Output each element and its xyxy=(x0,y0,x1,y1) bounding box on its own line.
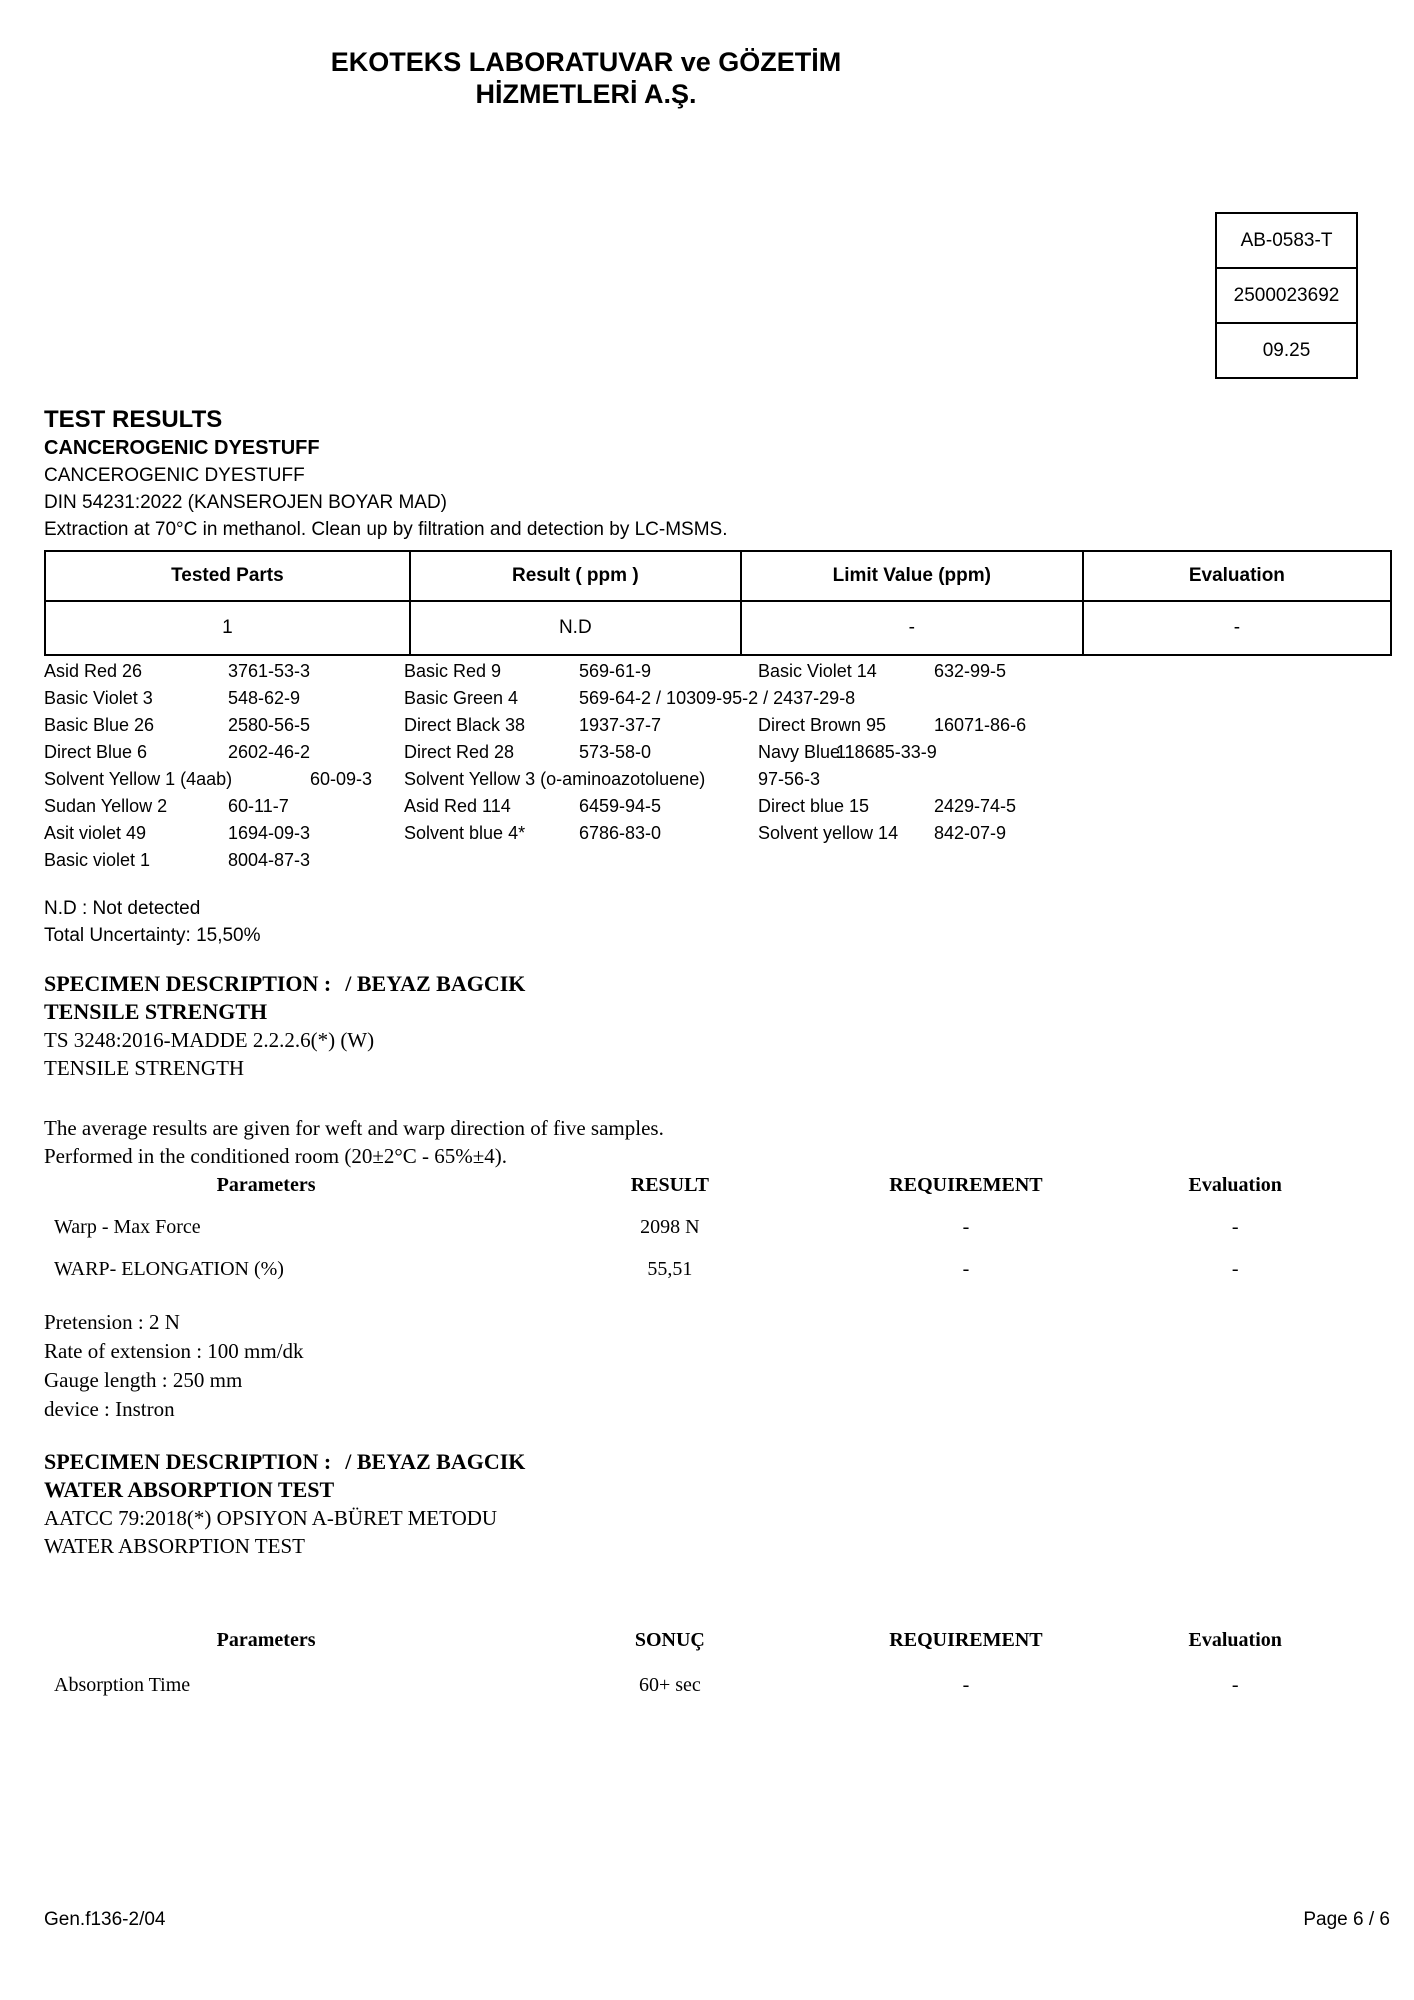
test-name-bold: WATER ABSORPTION TEST xyxy=(44,1477,335,1502)
col-header-parameters: Parameters xyxy=(216,1173,316,1196)
test-name-bold: CANCEROGENIC DYESTUFF xyxy=(44,437,320,459)
test-name: TENSILE STRENGTH xyxy=(44,1056,245,1080)
dye-cas: 2580-56-5 xyxy=(228,715,311,735)
table-header-row xyxy=(44,1618,1390,1662)
dye-cas: 60-11-7 xyxy=(228,796,289,816)
note-uncertainty: Total Uncertainty: 15,50% xyxy=(44,925,261,946)
section-title: TEST RESULTS xyxy=(44,406,223,433)
table-header-row xyxy=(45,551,1391,601)
specimen-label: SPECIMEN DESCRIPTION : xyxy=(44,971,332,996)
dye-cas: 118685-33-9 xyxy=(836,742,937,762)
dye-name: Solvent blue 4* xyxy=(404,823,526,843)
note-nd: N.D : Not detected xyxy=(44,898,201,919)
specimen-value: / BEYAZ BAGCIK xyxy=(345,971,526,996)
specimen-heading xyxy=(44,1448,1144,1476)
cell-requirement: - xyxy=(962,1215,970,1238)
dye-cas: 3761-53-3 xyxy=(228,661,311,681)
dye-cas: 6786-83-0 xyxy=(579,823,662,843)
dye-cas: 1694-09-3 xyxy=(228,823,311,843)
org-header xyxy=(0,46,1172,110)
condition-rate: Rate of extension : 100 mm/dk xyxy=(44,1339,304,1363)
dye-name: Basic violet 1 xyxy=(44,850,151,870)
dye-name: Basic Violet 14 xyxy=(758,661,877,681)
dye-cas: 97-56-3 xyxy=(758,769,821,789)
dye-name: Basic Red 9 xyxy=(404,661,502,681)
reference-box xyxy=(1215,212,1358,379)
dye-name: Direct Black 38 xyxy=(404,715,526,735)
condition-pretension: Pretension : 2 N xyxy=(44,1310,180,1334)
dye-name: Asid Red 26 xyxy=(44,661,143,681)
cell-parameter: Warp - Max Force xyxy=(54,1215,201,1238)
dye-cas: 2602-46-2 xyxy=(228,742,311,762)
specimen-heading xyxy=(44,970,1144,998)
description-line2: Performed in the conditioned room (20±2°C - 65%±4). xyxy=(44,1144,508,1168)
cell-parameter: WARP- ELONGATION (%) xyxy=(54,1257,284,1280)
tensile-results-table xyxy=(44,1164,1390,1290)
test-results-heading xyxy=(44,404,1144,543)
dye-cas: 569-64-2 / 10309-95-2 / 2437-29-8 xyxy=(579,688,856,708)
dye-cas: 8004-87-3 xyxy=(228,850,311,870)
dye-name: Direct Red 28 xyxy=(404,742,515,762)
dye-cas: 632-99-5 xyxy=(934,661,1007,681)
report-number: 2500023692 xyxy=(1216,268,1357,323)
dye-cas: 1937-37-7 xyxy=(579,715,662,735)
table-header-row xyxy=(44,1164,1390,1206)
org-name-line2: HİZMETLERİ A.Ş. xyxy=(475,79,697,109)
dyestuff-line xyxy=(44,658,1392,685)
dyestuff-line xyxy=(44,793,1392,820)
dyestuff-line xyxy=(44,847,1392,874)
cell-result: N.D xyxy=(410,601,741,655)
dye-cas: 6459-94-5 xyxy=(579,796,662,816)
dye-name: Asit violet 49 xyxy=(44,823,147,843)
condition-device: device : Instron xyxy=(44,1397,175,1421)
cell-evaluation: - xyxy=(1231,1215,1239,1238)
test-conditions xyxy=(44,1308,304,1424)
col-header-parameters: Parameters xyxy=(216,1628,316,1651)
col-header-limit-value: Limit Value (ppm) xyxy=(741,551,1083,601)
cell-result: 60+ sec xyxy=(638,1673,701,1696)
report-date: 09.25 xyxy=(1216,323,1357,378)
cell-requirement: - xyxy=(962,1673,970,1696)
cell-tested-part: 1 xyxy=(45,601,410,655)
org-name-line1: EKOTEKS LABORATUVAR ve GÖZETİM xyxy=(330,47,842,77)
col-header-evaluation: Evaluation xyxy=(1188,1173,1282,1196)
dyestuff-line xyxy=(44,739,1392,766)
dye-name: Basic Blue 26 xyxy=(44,715,155,735)
dye-name: Basic Violet 3 xyxy=(44,688,153,708)
cancerogenic-results-table xyxy=(44,550,1392,656)
dye-cas: 842-07-9 xyxy=(934,823,1007,843)
dyestuff-line xyxy=(44,712,1392,739)
dye-name: Direct Blue 6 xyxy=(44,742,148,762)
col-header-sonuc: SONUÇ xyxy=(634,1628,705,1651)
dye-name: Asid Red 114 xyxy=(404,796,511,816)
table-row xyxy=(44,1206,1390,1248)
dye-cas: 573-58-0 xyxy=(579,742,652,762)
specimen-value: / BEYAZ BAGCIK xyxy=(345,1449,526,1474)
standard-line: TS 3248:2016-MADDE 2.2.2.6(*) (W) xyxy=(44,1028,375,1052)
cell-limit-value: - xyxy=(741,601,1083,655)
table-row xyxy=(45,601,1391,655)
accreditation-number: AB-0583-T xyxy=(1216,213,1357,268)
dye-cas: 2429-74-5 xyxy=(934,796,1017,816)
condition-gauge: Gauge length : 250 mm xyxy=(44,1368,243,1392)
water-absorption-results-table xyxy=(44,1618,1390,1708)
cell-parameter: Absorption Time xyxy=(54,1673,191,1696)
col-header-requirement: REQUIREMENT xyxy=(889,1628,1043,1651)
col-header-result: RESULT xyxy=(630,1173,709,1196)
dye-name: Navy Blue xyxy=(758,742,841,762)
method-line: Extraction at 70°C in methanol. Clean up by filtration and detection by LC-MSMS. xyxy=(44,519,728,540)
col-header-tested-parts: Tested Parts xyxy=(45,551,410,601)
col-header-evaluation: Evaluation xyxy=(1083,551,1391,601)
dye-name: Solvent Yellow 3 (o-aminoazotoluene) xyxy=(404,769,706,789)
dyestuff-line xyxy=(44,685,1392,712)
col-header-requirement: REQUIREMENT xyxy=(889,1173,1043,1196)
result-notes xyxy=(44,895,261,949)
test-description xyxy=(44,1114,664,1170)
cell-result: 55,51 xyxy=(647,1257,693,1280)
test-name: WATER ABSORPTION TEST xyxy=(44,1534,305,1558)
dyestuff-list xyxy=(44,658,1392,874)
dye-name: Basic Green 4 xyxy=(404,688,519,708)
dye-cas: 569-61-9 xyxy=(579,661,652,681)
cell-requirement: - xyxy=(962,1257,970,1280)
cell-result: 2098 N xyxy=(640,1215,700,1238)
test-name: CANCEROGENIC DYESTUFF xyxy=(44,465,305,486)
dye-name: Direct blue 15 xyxy=(758,796,870,816)
water-absorption-heading xyxy=(44,1448,1144,1560)
dyestuff-line xyxy=(44,820,1392,847)
dye-name: Sudan Yellow 2 xyxy=(44,796,168,816)
table-row xyxy=(44,1248,1390,1290)
cell-evaluation: - xyxy=(1231,1673,1239,1696)
footer-doc-code: Gen.f136-2/04 xyxy=(44,1909,166,1930)
dyestuff-line xyxy=(44,766,1392,793)
table-row xyxy=(44,1662,1390,1708)
description-line1: The average results are given for weft and warp direction of five samples. xyxy=(44,1116,664,1140)
dye-name: Direct Brown 95 xyxy=(758,715,887,735)
dye-cas: 60-09-3 xyxy=(310,769,373,789)
cell-evaluation: - xyxy=(1231,1257,1239,1280)
footer-page-number: Page 6 / 6 xyxy=(1303,1909,1390,1930)
tensile-strength-heading xyxy=(44,970,1144,1082)
dye-cas: 16071-86-6 xyxy=(934,715,1027,735)
standard-line: DIN 54231:2022 (KANSEROJEN BOYAR MAD) xyxy=(44,492,448,513)
test-name-bold: TENSILE STRENGTH xyxy=(44,999,268,1024)
dye-name: Solvent Yellow 1 (4aab) xyxy=(44,769,233,789)
dye-name: Solvent yellow 14 xyxy=(758,823,899,843)
col-header-evaluation: Evaluation xyxy=(1188,1628,1282,1651)
dye-cas: 548-62-9 xyxy=(228,688,301,708)
col-header-result: Result ( ppm ) xyxy=(410,551,741,601)
specimen-label: SPECIMEN DESCRIPTION : xyxy=(44,1449,332,1474)
cell-evaluation: - xyxy=(1083,601,1391,655)
standard-line: AATCC 79:2018(*) OPSIYON A-BÜRET METODU xyxy=(44,1506,498,1530)
